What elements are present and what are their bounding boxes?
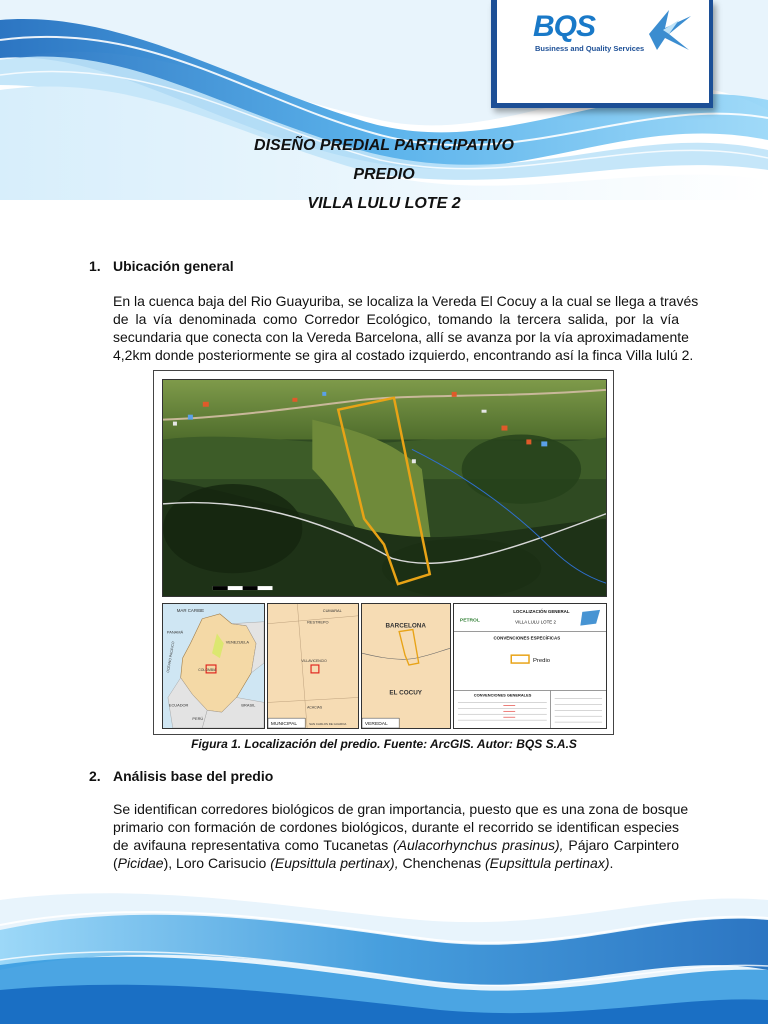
paragraph-text: Se identifican corredores biológicos de gran importancia, puesto que es una zona de bosque (113, 801, 689, 817)
page-subtitle: PREDIO (353, 166, 415, 183)
paragraph-text: . (609, 855, 614, 871)
paragraph-text: ( (113, 855, 118, 871)
map-label: PERÚ (192, 716, 204, 722)
map-label: ACACIAS (307, 705, 323, 710)
paragraph-text: primario con formación de cordones biológicos, durante el recorrido se identifican especies (113, 819, 679, 835)
section-title: Ubicación general (113, 258, 234, 274)
paragraph-line (113, 836, 679, 854)
paragraph-line (113, 800, 689, 818)
municipal-inset-map (267, 603, 359, 729)
map-legend-panel (453, 603, 607, 729)
aerial-map (162, 379, 607, 597)
logo-wordmark: BQS (533, 10, 596, 43)
paragraph-text: Chenchenas (398, 855, 485, 871)
paragraph-line: 4,2km donde posteriormente se gira al costado izquierdo, encontrando así la finca Villa lulú 2. (113, 347, 694, 363)
legend-general: CONVENCIONES GENERALES (473, 692, 532, 698)
map-label: RESTREPO (307, 619, 329, 625)
species-name: Picidae (117, 855, 164, 871)
map-label: CUMARAL (322, 607, 342, 613)
section-heading-analisis (89, 768, 273, 784)
species-name: (Eupsittula pertinax), (270, 855, 399, 871)
paragraph-text: de avifauna representativa como Tucanetas (113, 837, 394, 853)
property-name: VILLA LULU LOTE 2 (307, 195, 461, 212)
legend-company: PETROL (459, 618, 480, 624)
paragraph-line: de la vía denominada como Corredor Ecológico, tomando la tercera salida, por la vía (113, 311, 679, 327)
map-label: VILLAVICENCIO (301, 659, 327, 664)
section-heading-ubicacion (89, 258, 234, 274)
map-label: SAN CARLOS DE GUAROA (309, 722, 347, 727)
paragraph-text: Pájaro Carpintero (563, 837, 679, 853)
map-label: VENEZUELA (225, 639, 249, 645)
paragraph-line: En la cuenca baja del Rio Guayuriba, se localiza la Vereda El Cocuy a la cual se llega a través (113, 293, 699, 309)
map-label: COLOMBIA (198, 667, 217, 672)
paragraph-line (113, 818, 679, 836)
legend-title: LOCALIZACIÓN GENERAL (513, 608, 570, 614)
map-label: MAR CARIBE (176, 607, 205, 613)
country-inset-map (162, 603, 265, 729)
location-map-figure (153, 370, 614, 735)
section-paragraph-analisis (113, 800, 689, 872)
map-label: BARCELONA (385, 622, 426, 630)
section-number: 1. (89, 258, 101, 274)
map-label: PANAMÁ (166, 629, 184, 635)
species-name: (Eupsittula pertinax) (485, 855, 610, 871)
species-name: (Aulacorhynchus prasinus), (393, 837, 564, 853)
veredal-inset-map (361, 603, 451, 729)
map-panel-label: VEREDAL (364, 722, 388, 728)
footer-wave-decoration (0, 870, 768, 1024)
map-label: EL COCUY (389, 689, 423, 697)
map-label: ECUADOR (168, 702, 189, 708)
logo-tagline: Business and Quality Services (535, 44, 645, 53)
section-title: Análisis base del predio (113, 768, 274, 784)
figure-caption: Figura 1. Localización del predio. Fuente: ArcGIS. Autor: BQS S.A.S (191, 737, 577, 751)
map-label: OCEANO PACIFICO (165, 641, 176, 674)
map-label: BRASIL (241, 702, 256, 708)
legend-predio: Predio (532, 658, 551, 665)
legend-subtitle: VILLA LULU LOTE 2 (515, 619, 556, 625)
map-panel-label: MUNICIPAL (270, 722, 298, 728)
company-logo (491, 0, 713, 108)
page-title: DISEÑO PREDIAL PARTICIPATIVO (254, 137, 514, 154)
section-paragraph-ubicacion (113, 292, 699, 364)
section-number: 2. (89, 768, 101, 784)
paragraph-line: secundaria que conecta con la Vereda Barcelona, allí se avanza por la vía aproximadamente (113, 329, 689, 345)
legend-specific: CONVENCIONES ESPECÍFICAS (493, 635, 561, 641)
paragraph-text: ), Loro Carisucio (163, 855, 271, 871)
